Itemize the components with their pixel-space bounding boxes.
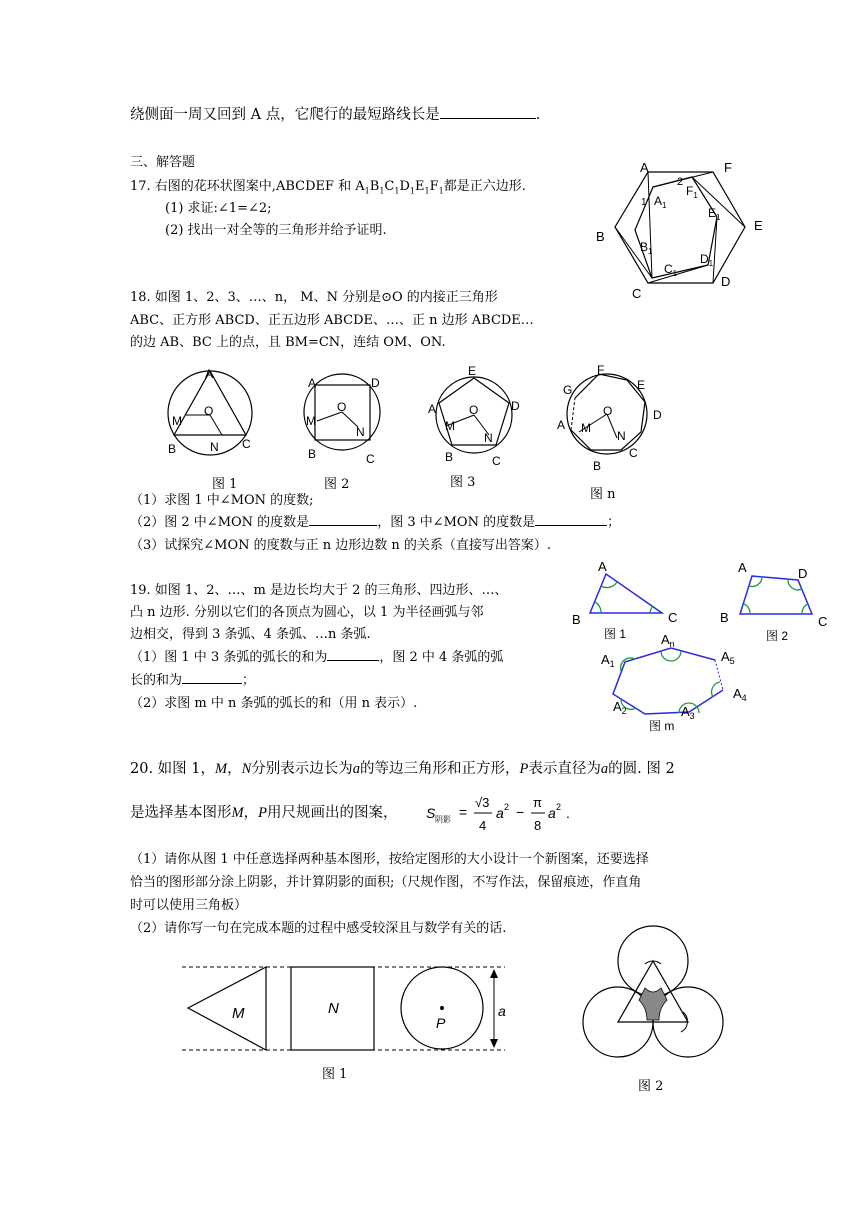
svg-text:A3: $A_3$ (681, 704, 695, 721)
svg-text:图 2: 图 2 (766, 629, 789, 643)
svg-text:N: N (484, 431, 493, 445)
svg-text:M: M (232, 1005, 245, 1022)
svg-text:图 m: 图 m (649, 719, 675, 733)
svg-text:=: = (459, 804, 468, 820)
svg-text:A: A (308, 376, 317, 390)
svg-text:2: 2 (556, 802, 562, 812)
svg-text:A: A (598, 559, 607, 574)
q20-part2: （2）请你写一句在完成本题的过程中感受较深且与数学有关的话. (130, 921, 507, 936)
svg-text:a: a (498, 1003, 506, 1019)
svg-text:A4: $A_4$ (733, 686, 747, 703)
svg-text:8: 8 (534, 818, 542, 833)
svg-text:4: 4 (479, 818, 487, 833)
svg-text:a: a (548, 805, 556, 821)
svg-text:E: E (637, 378, 646, 392)
svg-text:B: B (168, 442, 177, 456)
label-E: E (754, 218, 763, 233)
q17-stem: 17. 右图的花环状图案中,ABCDEF 和 $A_1B_1C_1D_1E_1F_1$都是正六边形. (130, 179, 526, 196)
q19-stem-3: 边相交，得到 3 条弧、4 条弧、…n 条弧. (130, 627, 371, 642)
q18-part3: （3）试探究∠MON 的度数与正 n 边形边数 n 的关系（直接写出答案）. (130, 538, 552, 553)
svg-text:−: − (516, 804, 525, 820)
svg-text:a: a (496, 805, 504, 821)
svg-text:M: M (445, 419, 455, 433)
angle-1: 1 (641, 197, 647, 208)
label-D: D (721, 274, 731, 289)
q19-stem-2: 凸 n 边形. 分别以它们的各顶点为圆心，以 1 为半径画弧与邻 (130, 605, 484, 620)
intro-text: 绕侧面一周又回到 A 点，它爬行的最短路线长是 (130, 107, 440, 123)
q19-part1-cont: 长的和为 ； (130, 673, 256, 688)
answer-blank (440, 118, 536, 119)
label-D1: $D_1$ (700, 252, 714, 268)
svg-text:A: A (557, 418, 566, 432)
caption-fign: 图 n (590, 487, 616, 502)
triangle-M (188, 967, 266, 1050)
q18-stem-3: 的边 AB、BC 上的点，且 BM=CN，连结 OM、ON. (130, 335, 446, 350)
q18-part2: （2）图 2 中∠MON 的度数是 ，图 3 中∠MON 的度数是 ； (130, 515, 621, 530)
svg-text:D: D (798, 566, 808, 581)
svg-text:A2: $A_2$ (613, 699, 627, 716)
q18-figure-3 (425, 362, 530, 467)
svg-text:N: N (328, 1000, 339, 1017)
svg-text:C: C (629, 446, 638, 460)
q20-figure-2 (575, 920, 730, 1065)
shaded-region (639, 988, 667, 1020)
svg-text:M: M (172, 414, 182, 428)
svg-text:G: G (563, 383, 573, 397)
q19-figure-m (595, 630, 765, 733)
svg-text:M: M (306, 414, 316, 428)
q17-part1: (1) 求证:∠1=∠2; (165, 201, 272, 216)
label-A1: $A_1$ (654, 194, 667, 210)
label-B: B (596, 229, 605, 244)
hexagon-figure (590, 155, 770, 305)
svg-text:B: B (445, 450, 454, 464)
svg-text:π: π (533, 795, 542, 810)
svg-text:2: 2 (504, 802, 510, 812)
caption-fig3: 图 3 (450, 475, 476, 490)
q18-part1: （1）求图 1 中∠MON 的度数; (130, 493, 314, 508)
q18-figure-1 (160, 365, 270, 460)
svg-text:B: B (308, 447, 317, 461)
svg-text:N: N (210, 440, 219, 454)
svg-text:E: E (468, 364, 477, 378)
svg-text:C: C (668, 610, 678, 625)
area-formula (424, 792, 609, 838)
label-F1: $F_1$ (686, 184, 698, 200)
svg-text:O: O (337, 400, 347, 414)
caption-fig2: 图 2 (324, 477, 350, 492)
svg-text:O: O (469, 403, 479, 417)
angle-2: 2 (677, 176, 684, 188)
svg-text:A5: $A_5$ (721, 649, 735, 666)
svg-text:F: F (597, 363, 605, 377)
caption-q20-fig1: 图 1 (322, 1067, 348, 1082)
label-C1: $C_1$ (664, 262, 678, 278)
caption-fig1: 图 1 (212, 477, 238, 492)
q19-part2: （2）求图 m 中 n 条弧的弧长的和（用 n 表示）. (130, 696, 418, 711)
outer-hexagon (615, 172, 745, 283)
svg-text:A1: $A_1$ (601, 652, 615, 669)
svg-text:√3: √3 (475, 795, 490, 810)
svg-text:M: M (581, 421, 591, 435)
label-B1: $B_1$ (640, 240, 653, 256)
svg-text:A: A (205, 367, 214, 381)
svg-text:S: S (426, 805, 436, 821)
q20-part1-b: 恰当的图形部分涂上阴影，并计算阴影的面积;（尺规作图，不写作法，保留痕迹，作直角 (130, 875, 642, 890)
q20-stem-2: 是选择基本图形M，P用尺规画出的图案， (130, 805, 398, 821)
q19-part1: （1）图 1 中 3 条弧的弧长的和为 ，图 2 中 4 条弧的弧 (130, 650, 504, 665)
svg-text:An: $A_n$ (661, 632, 675, 649)
section-heading: 三、解答题 (130, 155, 196, 170)
svg-text:B: B (572, 612, 581, 627)
q20-part1-c: 时可以使用三角板） (130, 898, 248, 913)
svg-text:C: C (818, 614, 828, 629)
svg-text:N: N (356, 425, 365, 439)
q17-part2: (2) 找出一对全等的三角形并给予证明. (165, 223, 387, 238)
q18-figure-2 (300, 365, 395, 465)
label-F: F (724, 160, 732, 175)
svg-text:C: C (242, 437, 251, 451)
svg-text:O: O (603, 404, 613, 418)
svg-text:D: D (653, 408, 662, 422)
svg-text:A: A (428, 402, 437, 416)
svg-text:D: D (511, 399, 520, 413)
svg-text:N: N (617, 429, 626, 443)
svg-text:B: B (593, 459, 602, 473)
label-E1: $E_1$ (708, 206, 721, 222)
svg-text:D: D (371, 376, 380, 390)
svg-text:C: C (366, 452, 375, 466)
svg-text:.: . (566, 805, 570, 821)
svg-text:A: A (738, 560, 747, 575)
svg-text:图 1: 图 1 (604, 627, 627, 641)
q18-stem-1: 18. 如图 1、2、3、…、n， M、N 分别是⊙O 的内接正三角形 (130, 290, 498, 305)
label-C: C (632, 286, 642, 301)
caption-q20-fig2: 图 2 (638, 1079, 664, 1094)
q18-stem-2: ABC、正方形 ABCD、正五边形 ABCDE、…、正 n 边形 ABCDE… (130, 313, 534, 328)
q19-stem-1: 19. 如图 1、2、…、m 是边长均大于 2 的三角形、四边形、…、 (130, 583, 508, 598)
q18-figure-n (555, 362, 670, 477)
label-A: A (640, 160, 649, 175)
svg-text:B: B (720, 610, 729, 625)
svg-text:阴影: 阴影 (435, 815, 451, 824)
q20-figure-1 (180, 960, 520, 1060)
q20-part1-a: （1）请你从图 1 中任意选择两种基本图形，按给定图形的大小设计一个新图案，还要选择 (130, 852, 649, 867)
svg-text:C: C (492, 454, 501, 468)
intro-line: 绕侧面一周又回到 A 点，它爬行的最短路线长是 . (130, 107, 541, 123)
q20-stem-1: 20. 如图 1，M，N分别表示边长为a的等边三角形和正方形，P表示直径为a的圆. 图 2 (130, 761, 675, 777)
svg-text:P: P (436, 1015, 446, 1031)
svg-text:O: O (204, 404, 214, 418)
